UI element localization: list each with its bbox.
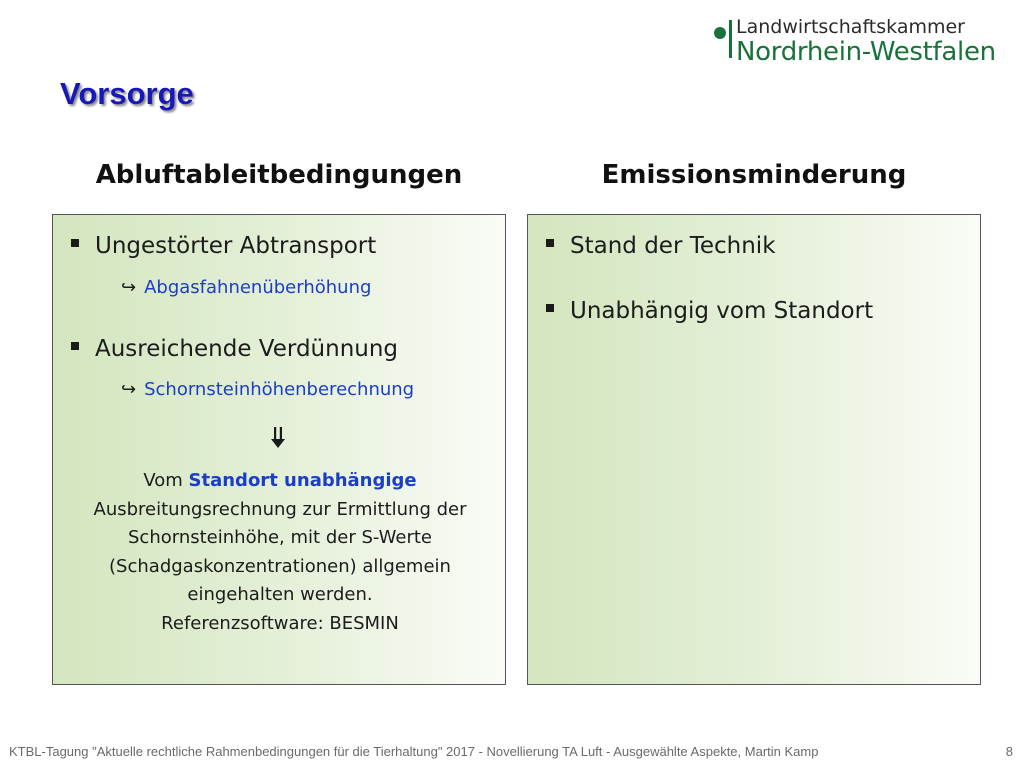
left-column-heading: Abluftableitbedingungen [95, 160, 463, 190]
sub-item [121, 277, 371, 298]
double-down-arrow-icon [271, 427, 285, 449]
curved-right-arrow-icon: ↪ [121, 379, 137, 400]
sub-item [121, 379, 414, 400]
square-bullet-icon [71, 239, 79, 247]
logo-line-1: Landwirtschaftskammer [736, 16, 965, 38]
footer-text: KTBL-Tagung "Aktuelle rechtliche Rahmenbedingungen für die Tierhaltung" 2017 - Novellierung TA Luft - Ausgewählte Aspekte, Martin Kamp [9, 744, 819, 759]
conclusion-highlight: Standort unabhängige [188, 470, 417, 491]
conclusion-line: (Schadgaskonzentrationen) allgemein [109, 555, 451, 577]
left-content-box [52, 214, 506, 685]
conclusion-line: Ausbreitungsrechnung zur Ermittlung der [93, 498, 467, 520]
chamber-logo [712, 14, 1012, 67]
slide-footer [9, 744, 1013, 759]
conclusion-prefix: Vom [143, 470, 189, 491]
square-bullet-icon [71, 342, 79, 350]
square-bullet-icon [546, 304, 554, 312]
bullet-item [71, 336, 398, 362]
bullet-item [546, 298, 873, 324]
sub-text: Abgasfahnenüberhöhung [144, 277, 372, 298]
slide-title: Vorsorge [60, 76, 194, 111]
bullet-text: Ungestörter Abtransport [95, 233, 377, 259]
conclusion-line: Schornsteinhöhe, mit der S-Werte [128, 527, 432, 548]
right-content-box [527, 214, 981, 685]
bullet-text: Stand der Technik [570, 233, 776, 259]
conclusion-text [53, 467, 507, 638]
page-number: 8 [1005, 744, 1013, 759]
bullet-item [546, 233, 776, 259]
conclusion-line: Referenzsoftware: BESMIN [161, 612, 399, 634]
logo-line-2: Nordrhein-Westfalen [736, 37, 996, 67]
bullet-item [71, 233, 376, 259]
bullet-text: Unabhängig vom Standort [570, 298, 874, 324]
conclusion-line [53, 467, 507, 496]
conclusion-line: eingehalten werden. [187, 584, 373, 605]
right-column-heading: Emissionsminderung [601, 160, 907, 190]
sub-text: Schornsteinhöhenberechnung [144, 379, 415, 400]
leaf-logo-icon [712, 14, 736, 64]
curved-right-arrow-icon: ↪ [121, 277, 137, 298]
square-bullet-icon [546, 239, 554, 247]
bullet-text: Ausreichende Verdünnung [95, 336, 399, 362]
